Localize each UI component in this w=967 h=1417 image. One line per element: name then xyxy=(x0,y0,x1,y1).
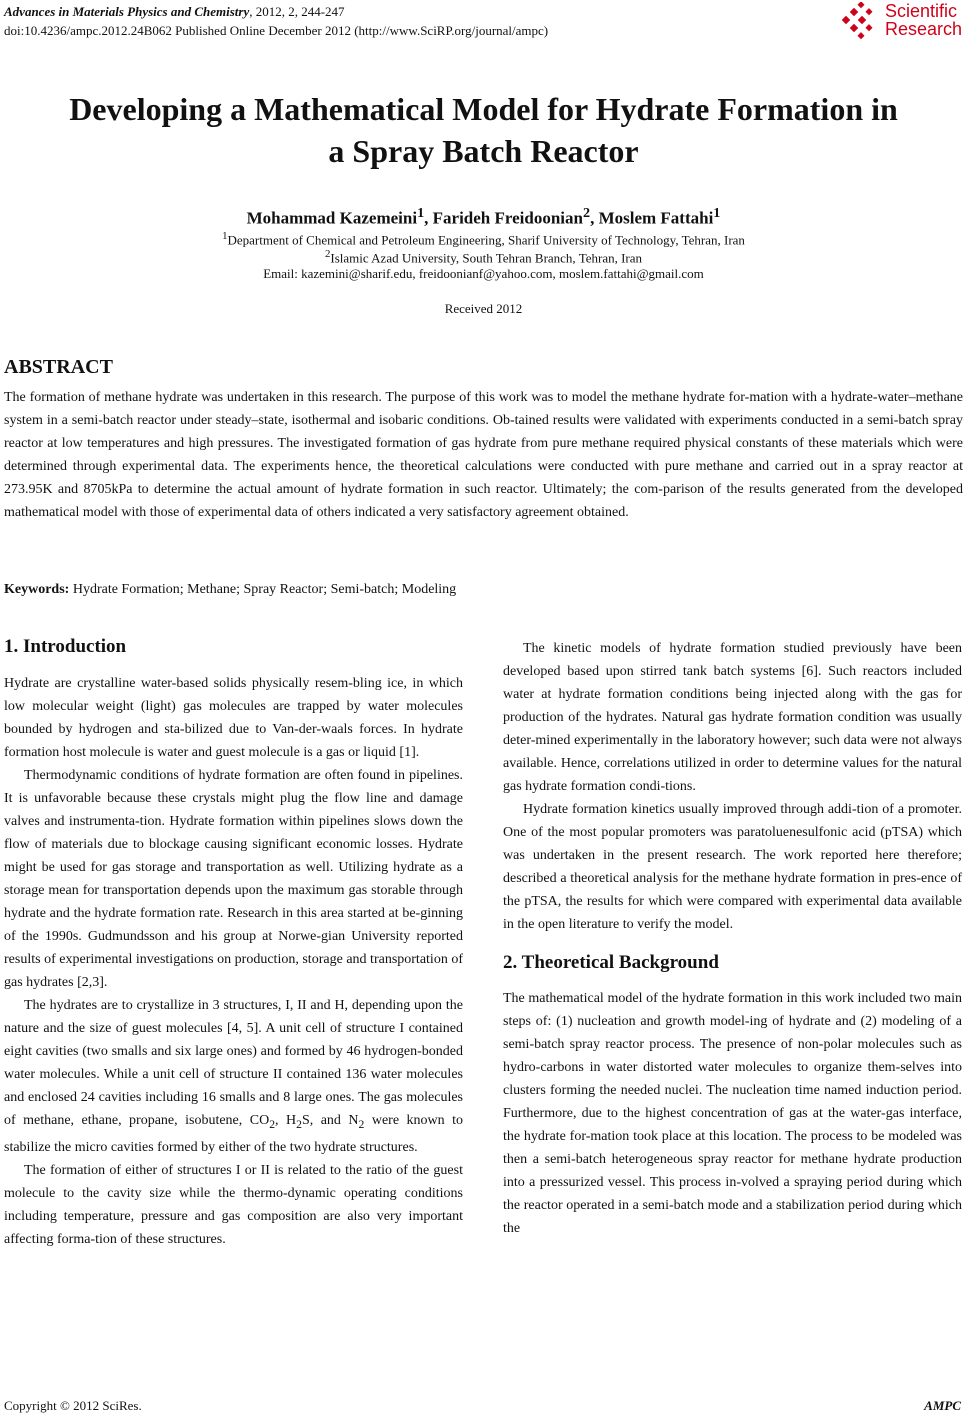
footer-journal-abbr: AMPC xyxy=(924,1398,961,1413)
affiliation-2-number: 2 xyxy=(324,248,331,260)
affiliation-1-text: Department of Chemical and Petroleum Engineering, Sharif University of Technology, Tehran, Iran xyxy=(227,232,745,248)
author-3-affil: 1 xyxy=(713,205,721,221)
intro-p3-part-d: were known to stabilize the micro cavities formed by either of the two hydrate structures. xyxy=(4,1113,463,1155)
co2-subscript: 2 xyxy=(269,1117,276,1131)
received-date: Received 2012 xyxy=(444,301,523,316)
paper-title xyxy=(0,88,967,172)
affiliation-1-number: 1 xyxy=(222,230,228,242)
page-footer xyxy=(4,1398,961,1414)
keywords xyxy=(4,582,456,598)
right-paragraph-1: The kinetic models of hydrate formation studied previously have been developed based upon stirred tank batch systems [6]. Such reactors included water at hydrate formation conditions being injected along with the gas for production of the hydrates. Natural gas hydrate formation condition was usually deter-mined experimentally in the laboratory however; such data were not always available. Hence, correlations utilized in order to determine values for the natural gas hydrate formation condi-tions. xyxy=(503,641,962,794)
author-emails: Email: kazemini@sharif.edu, freidoonianf@yahoo.com, moslem.fattahi@gmail.com xyxy=(263,266,704,281)
right-paragraph-2: Hydrate formation kinetics usually improved through addi-tion of a promoter. One of the most popular promoters was paratoluenesulfonic acid (pTSA) which was undertaken in the present research. The work reported here therefore; described a theoretical analysis for the methane hydrate formation in pres-ence of the pTSA, the results for which were compared with experimental data available in the open literature to verify the model. xyxy=(503,802,962,932)
theoretical-background-heading: 2. Theoretical Background xyxy=(503,952,719,973)
author-2-affil: 2 xyxy=(582,205,591,221)
journal-line xyxy=(4,2,548,21)
journal-title: Advances in Materials Physics and Chemistry xyxy=(4,4,250,19)
intro-p3-part-b: , H xyxy=(275,1113,297,1128)
left-column xyxy=(4,634,463,1251)
publisher-logo xyxy=(841,2,961,42)
journal-issue: , 2012, 2, 244-247 xyxy=(249,4,345,19)
right-column xyxy=(503,637,962,1240)
logo-text xyxy=(885,2,962,38)
h2s-subscript: 2 xyxy=(296,1117,302,1131)
intro-p3-part-a: The hydrates are to crystallize in 3 structures, I, II and H, depending upon the nature and the size of guest molecules [4, 5]. A unit cell of structure I contained eight cavities (two smalls and six large ones) and formed by 46 hydrogen-bonded water molecules. While a unit cell of structure II contained 136 water molecules and enclosed 24 cavities including 16 smalls and 8 large ones. The gas molecules of methane, ethane, propane, isobutene, CO xyxy=(4,998,463,1128)
journal-header xyxy=(4,2,548,40)
author-2: , Farideh Freidoonian xyxy=(424,208,583,228)
title-line-1: Developing a Mathematical Model for Hydrate Formation in xyxy=(69,91,898,127)
introduction-heading: 1. Introduction xyxy=(4,636,127,657)
logo-line-2: Research xyxy=(885,19,963,39)
n2-subscript: 2 xyxy=(358,1117,365,1131)
abstract-heading: ABSTRACT xyxy=(4,356,113,378)
right-paragraph-3: The mathematical model of the hydrate formation in this work included two main steps of: (1) nucleation and growth model-ing of hydrate and (2) modeling of a semi-batch spray reactor process. The presence of non-polar molecules such as hydro-carbons in water distorted water molecules to organize them-selves into clusters forming the needed nuclei. The nucleation time named induction period. Furthermore, due to the highest concentration of gas at the water-gas interface, the hydrate for-mation took place at this location. The process to be modeled was then a semi-batch heterogeneous spray reactor for methane hydrate production into a pressurized vessel. This process in-volved a spraying period during which the reactor operated in a semi-batch mode and a stabilization period during which the xyxy=(503,991,962,1236)
abstract-text: The formation of methane hydrate was undertaken in this research. The purpose of this work was to model the methane hydrate for-mation with a hydrate-water–methane system in a semi-batch reactor under steady–state, isothermal and isobaric conditions. Ob-tained results were validated with experiments conducted in a semi-batch spray reactor at low temperatures and high pressures. The investigated formation of gas hydrate from pure methane required physical constants of these materials which were determined through experimental data. The experiments hence, the theoretical calculations were conducted with pure methane and carried out in a spray reactor at 273.95K and 8705kPa to determine the actual amount of hydrate formation in such reactor. Ultimately; the com-parison of the results generated from the developed mathematical model with those of experimental data of others indicated a very satisfactory agreement obtained. xyxy=(4,390,963,520)
intro-paragraph-1: Hydrate are crystalline water-based solids physically resem-bling ice, in which low molecular weight (light) gas molecules are trapped by water molecules bounded by hydrogen and sta-bilized due to Van-der-waals forces. In hydrate formation host molecule is water and guest molecule is a gas or liquid [1]. xyxy=(4,676,463,760)
title-line-2: a Spray Batch Reactor xyxy=(328,133,639,169)
keywords-text: Hydrate Formation; Methane; Spray Reactor; Semi-batch; Modeling xyxy=(69,582,457,597)
doi-line: doi:10.4236/ampc.2012.24B062 Published Online December 2012 (http://www.SciRP.org/journal/ampc) xyxy=(4,23,549,38)
intro-p3-part-c: S, and N xyxy=(301,1113,359,1128)
keywords-label: Keywords: xyxy=(4,582,70,597)
affiliation-2-text: Islamic Azad University, South Tehran Branch, Tehran, Iran xyxy=(330,250,643,266)
author-3: , Moslem Fattahi xyxy=(590,208,714,228)
intro-paragraph-2: Thermodynamic conditions of hydrate formation are often found in pipelines. It is unfavorable because these crystals might plug the flow line and damage valves and instrumenta-tion. Hydrate formation within pipelines slows down the flow of materials due to blockage causing significant economic losses. Hydrate might be used for gas storage and transportation as well. Utilizing hydrate as a storage mean for transportation depends upon the maximum gas storable through hydrate and the hydrate formation rate. Research in this area started at be-ginning of the 1990s. Gudmundsson and his group at Norwe-gian University reported results of experimental investigations on production, storage and transportation of gas hydrates [2,3]. xyxy=(4,768,463,990)
copyright: Copyright © 2012 SciRes. xyxy=(4,1398,142,1413)
intro-paragraph-3 xyxy=(4,994,463,1159)
author-1: Mohammad Kazemeini xyxy=(246,208,418,228)
logo-mark-icon xyxy=(841,2,881,40)
logo-line-1: Scientific xyxy=(885,1,958,21)
author-1-affil: 1 xyxy=(417,205,425,221)
intro-paragraph-4: The formation of either of structures I or II is related to the ratio of the guest molecule to the cavity size while the thermo-dynamic operating conditions including temperature, pressure and gas composition are also very important affecting forma-tion of these structures. xyxy=(4,1162,463,1247)
